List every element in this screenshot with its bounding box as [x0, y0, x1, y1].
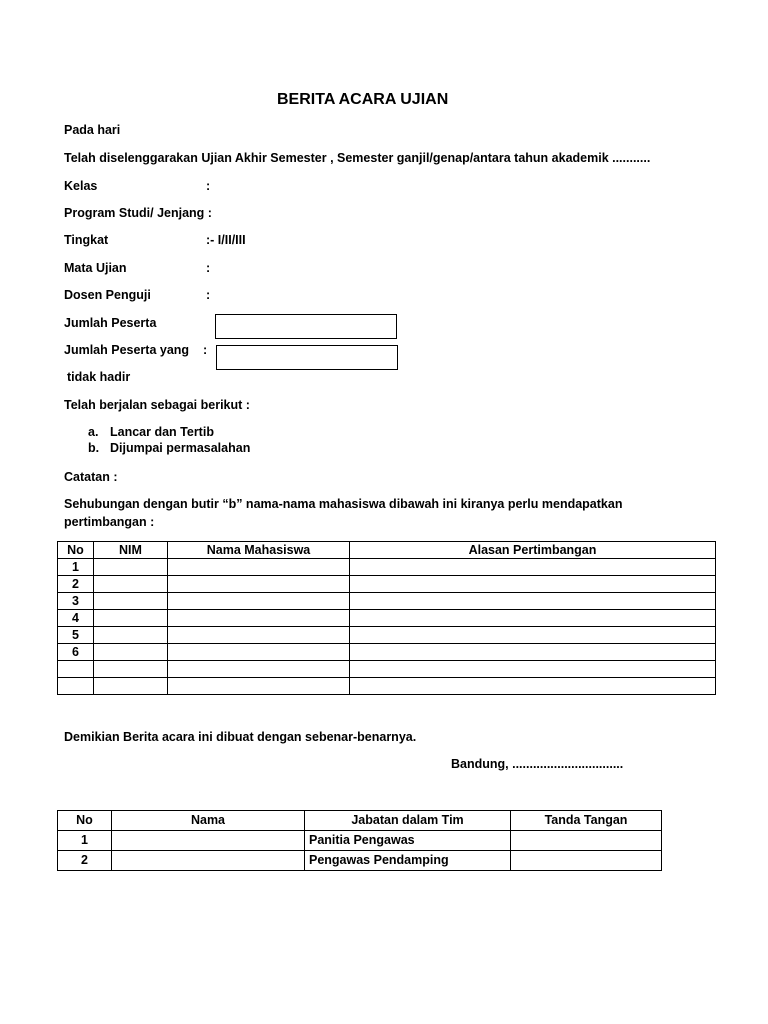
row-nama[interactable]	[168, 678, 350, 695]
row-no: 6	[58, 644, 94, 661]
list-item-text: Lancar dan Tertib	[110, 425, 214, 439]
kelas-label: Kelas	[64, 179, 98, 193]
place-date: Bandung, ................................	[451, 757, 624, 771]
table-row	[58, 851, 662, 871]
table-row	[58, 644, 716, 661]
program-studi-label: Program Studi/ Jenjang :	[64, 206, 212, 220]
sign-table	[57, 810, 662, 871]
row-nama[interactable]	[168, 559, 350, 576]
row-alasan[interactable]	[350, 559, 716, 576]
row-nim[interactable]	[94, 627, 168, 644]
row-alasan[interactable]	[350, 576, 716, 593]
row-alasan[interactable]	[350, 610, 716, 627]
jumlah-tidak-hadir-box[interactable]	[216, 345, 398, 370]
row-no	[58, 661, 94, 678]
sign-row-tanda-tangan[interactable]	[511, 851, 662, 871]
sehubungan-line2: pertimbangan :	[64, 515, 155, 529]
table-row	[58, 627, 716, 644]
jumlah-tidak-hadir-label: Jumlah Peserta yang	[64, 343, 190, 357]
list-marker: a.	[88, 425, 99, 439]
sign-row-jabatan: Pengawas Pendamping	[305, 851, 511, 871]
row-nama[interactable]	[168, 627, 350, 644]
mata-ujian-colon: :	[206, 261, 211, 275]
dosen-penguji-colon: :	[206, 288, 211, 302]
tingkat-label: Tingkat	[64, 233, 109, 247]
table-header-nim: NIM	[94, 542, 168, 559]
list-item	[88, 424, 250, 440]
pada-hari-label: Pada hari	[64, 123, 121, 137]
row-no: 4	[58, 610, 94, 627]
row-nama[interactable]	[168, 593, 350, 610]
berjalan-label: Telah berjalan sebagai berikut :	[64, 398, 250, 412]
sign-row-nama[interactable]	[112, 831, 305, 851]
row-nim[interactable]	[94, 559, 168, 576]
table-row	[58, 678, 716, 695]
row-nim[interactable]	[94, 610, 168, 627]
mata-ujian-label: Mata Ujian	[64, 261, 127, 275]
table-header-nama-mahasiswa: Nama Mahasiswa	[168, 542, 350, 559]
catatan-label: Catatan :	[64, 470, 118, 484]
sehubungan-line1: Sehubungan dengan butir “b” nama-nama mahasiswa dibawah ini kiranya perlu mendapatkan	[64, 497, 623, 511]
telah-diselenggarakan-text: Telah diselenggarakan Ujian Akhir Semester , Semester ganjil/genap/antara tahun akademik ...........	[64, 151, 651, 165]
kelas-colon: :	[206, 179, 211, 193]
berjalan-list	[88, 424, 250, 456]
row-no: 2	[58, 576, 94, 593]
page-title: BERITA ACARA UJIAN	[277, 91, 449, 108]
row-nim[interactable]	[94, 576, 168, 593]
row-nim[interactable]	[94, 678, 168, 695]
jumlah-tidak-hadir-colon: :	[203, 343, 208, 357]
tidak-hadir-label: tidak hadir	[67, 370, 131, 384]
row-alasan[interactable]	[350, 678, 716, 695]
table-row	[58, 610, 716, 627]
table-row	[58, 576, 716, 593]
dosen-penguji-label: Dosen Penguji	[64, 288, 151, 302]
list-item	[88, 440, 250, 456]
row-alasan[interactable]	[350, 661, 716, 678]
row-no: 5	[58, 627, 94, 644]
row-nama[interactable]	[168, 661, 350, 678]
list-marker: b.	[88, 441, 100, 455]
sign-row-no: 2	[58, 851, 112, 871]
jumlah-peserta-label: Jumlah Peserta	[64, 316, 157, 330]
closing-statement: Demikian Berita acara ini dibuat dengan sebenar-benarnya.	[64, 730, 417, 744]
row-nama[interactable]	[168, 576, 350, 593]
row-nim[interactable]	[94, 593, 168, 610]
jumlah-peserta-box[interactable]	[215, 314, 397, 339]
row-alasan[interactable]	[350, 627, 716, 644]
sign-header-no: No	[58, 811, 112, 831]
sign-row-nama[interactable]	[112, 851, 305, 871]
sign-row-no: 1	[58, 831, 112, 851]
row-no: 3	[58, 593, 94, 610]
sign-row-tanda-tangan[interactable]	[511, 831, 662, 851]
sign-header-jabatan: Jabatan dalam Tim	[305, 811, 511, 831]
row-nim[interactable]	[94, 661, 168, 678]
row-alasan[interactable]	[350, 593, 716, 610]
row-no	[58, 678, 94, 695]
table-row	[58, 559, 716, 576]
student-table	[57, 541, 716, 695]
list-item-text: Dijumpai permasalahan	[110, 441, 251, 455]
table-row	[58, 831, 662, 851]
row-no: 1	[58, 559, 94, 576]
row-alasan[interactable]	[350, 644, 716, 661]
row-nama[interactable]	[168, 644, 350, 661]
table-row	[58, 593, 716, 610]
sign-row-jabatan: Panitia Pengawas	[305, 831, 511, 851]
sign-header-nama: Nama	[112, 811, 305, 831]
table-header-alasan-pertimbangan: Alasan Pertimbangan	[350, 542, 716, 559]
row-nim[interactable]	[94, 644, 168, 661]
sign-header-tanda-tangan: Tanda Tangan	[511, 811, 662, 831]
row-nama[interactable]	[168, 610, 350, 627]
table-header-no: No	[58, 542, 94, 559]
tingkat-value: :- I/II/III	[206, 233, 246, 247]
table-row	[58, 661, 716, 678]
